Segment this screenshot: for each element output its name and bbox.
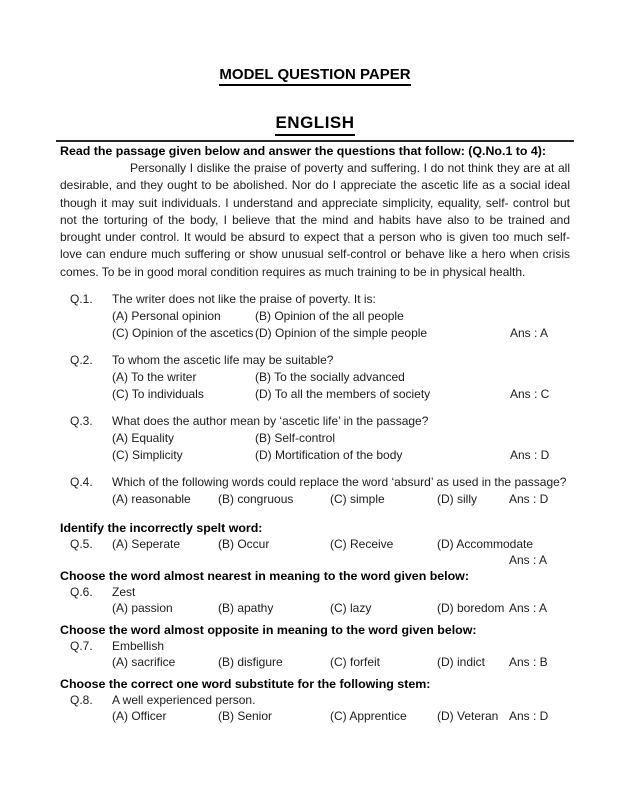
option-b: (B) Occur xyxy=(218,537,270,552)
question-body xyxy=(112,352,570,403)
spacer xyxy=(510,430,570,447)
question-body xyxy=(112,584,570,616)
question-text: What does the author mean by ‘ascetic life’ in the passage? xyxy=(112,414,429,429)
option-d: (D) Veteran xyxy=(437,709,499,724)
options-row xyxy=(112,536,570,552)
question-text: To whom the ascetic life may be suitable? xyxy=(112,353,334,368)
spacer xyxy=(510,308,570,325)
options-row xyxy=(112,654,570,670)
question-text: Zest xyxy=(112,585,136,600)
option-a: (A) Personal opinion xyxy=(112,309,221,324)
option-a: (A) passion xyxy=(112,601,173,616)
option-d: (D) Mortification of the body xyxy=(255,448,403,463)
spacer xyxy=(509,536,570,552)
option-c: (C) Simplicity xyxy=(112,448,183,463)
reading-passage: Personally I dislike the praise of poverty and suffering. I do not think they are at all desirable, and they ought to be abolished. Nor do I appreciate the ascetic life as a social ideal though it may suit individuals. I understand and appreciate simplicity, equality, self- control but not the torturing of the body, I believe that the mind and habits have also to be trained and brought under control. It would be absurd to expect that a person who is given too much self-love can endure much suffering or show unusual self-control or behave like a hero when crisis comes. To be in good moral condition requires as much training to be in physical health. xyxy=(60,161,570,279)
options-row xyxy=(112,491,570,508)
answer-key: Ans : D xyxy=(510,448,550,463)
question-text: Which of the following words could replace the word ‘absurd’ as used in the passage? xyxy=(112,475,567,490)
option-b: (B) To the socially advanced xyxy=(255,370,405,385)
question-text: A well experienced person. xyxy=(112,693,256,708)
option-d: (D) Opinion of the simple people xyxy=(255,326,428,341)
answer-key: Ans : A xyxy=(509,601,548,616)
question-2 xyxy=(70,352,570,403)
options-row xyxy=(112,447,570,464)
options-row xyxy=(112,308,570,325)
answer-key: Ans : D xyxy=(509,492,549,507)
question-text: Embellish xyxy=(112,639,165,654)
option-d: (D) To all the members of society xyxy=(255,387,431,402)
spacer xyxy=(510,369,570,386)
subject-title xyxy=(60,113,570,136)
answer-key: Ans : C xyxy=(510,387,550,402)
option-b: (B) Opinion of the all people xyxy=(255,309,404,324)
question-body xyxy=(112,638,570,670)
option-d: (D) boredom xyxy=(437,601,505,616)
option-c: (C) Opinion of the ascetics xyxy=(112,326,254,341)
option-b: (B) Senior xyxy=(218,709,273,724)
option-b: (B) Self-control xyxy=(255,431,336,446)
option-c: (C) forfeit xyxy=(330,655,381,670)
question-body xyxy=(112,291,570,342)
question-5 xyxy=(70,536,570,568)
option-d: (D) indict xyxy=(437,655,486,670)
answer-key: Ans : D xyxy=(509,709,549,724)
option-a: (A) Seperate xyxy=(112,537,181,552)
question-body xyxy=(112,474,570,508)
question-label: Q.5. xyxy=(70,537,93,552)
option-c: (C) Receive xyxy=(330,537,394,552)
passage-instruction: Read the passage given below and answer the questions that follow: (Q.No.1 to 4): xyxy=(60,144,547,158)
question-body xyxy=(112,692,570,724)
page-title-text: MODEL QUESTION PAPER xyxy=(219,66,410,86)
option-c: (C) To individuals xyxy=(112,387,204,402)
answer-key: Ans : A xyxy=(509,553,548,568)
question-label: Q.6. xyxy=(70,585,93,600)
question-label: Q.7. xyxy=(70,639,93,654)
page-title xyxy=(60,66,570,86)
section-heading-antonym: Choose the word almost opposite in meaning to the word given below: xyxy=(60,623,477,638)
options-row xyxy=(112,708,570,724)
question-1 xyxy=(70,291,570,342)
option-a: (A) Equality xyxy=(112,431,175,446)
question-label: Q.3. xyxy=(70,414,93,429)
question-label: Q.4. xyxy=(70,475,93,490)
options-row xyxy=(112,430,570,447)
question-label: Q.2. xyxy=(70,353,93,368)
option-a: (A) Officer xyxy=(112,709,167,724)
option-b: (B) congruous xyxy=(218,492,294,507)
options-row xyxy=(112,386,570,403)
option-d: (D) silly xyxy=(437,492,477,507)
question-3 xyxy=(70,413,570,464)
option-d: (D) Accommodate xyxy=(437,537,534,552)
question-8 xyxy=(70,692,570,724)
option-b: (B) apathy xyxy=(218,601,274,616)
subject-title-text: ENGLISH xyxy=(275,113,354,136)
option-b: (B) disfigure xyxy=(218,655,283,670)
answer-key: Ans : B xyxy=(509,655,548,670)
option-c: (C) lazy xyxy=(330,601,372,616)
option-a: (A) To the writer xyxy=(112,370,197,385)
section-heading-synonym: Choose the word almost nearest in meaning to the word given below: xyxy=(60,569,469,584)
options-row xyxy=(112,369,570,386)
section-heading-spelling: Identify the incorrectly spelt word: xyxy=(60,521,263,536)
option-a: (A) reasonable xyxy=(112,492,191,507)
answer-key: Ans : A xyxy=(510,326,549,341)
question-label: Q.1. xyxy=(70,292,93,307)
question-body xyxy=(112,413,570,464)
question-6 xyxy=(70,584,570,616)
question-label: Q.8. xyxy=(70,693,93,708)
question-body xyxy=(112,536,570,568)
options-row xyxy=(112,325,570,342)
question-7 xyxy=(70,638,570,670)
option-c: (C) simple xyxy=(330,492,385,507)
option-c: (C) Apprentice xyxy=(330,709,407,724)
section-heading-one-word: Choose the correct one word substitute for the following stem: xyxy=(60,677,431,692)
question-text: The writer does not like the praise of poverty. It is: xyxy=(112,292,376,307)
question-4 xyxy=(70,474,570,508)
options-row xyxy=(112,600,570,616)
divider-line xyxy=(56,140,574,142)
option-a: (A) sacrifice xyxy=(112,655,176,670)
